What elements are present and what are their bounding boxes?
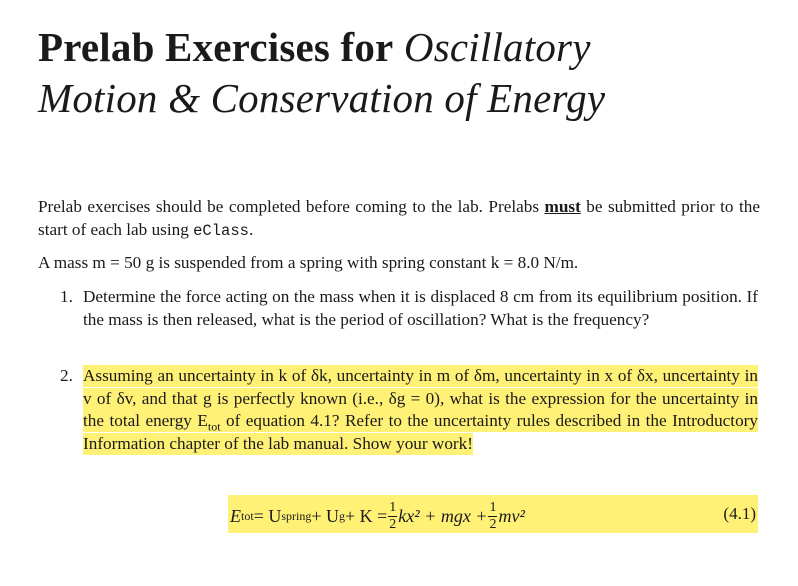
must-emphasis: must [544, 197, 581, 216]
equation-block [228, 491, 758, 541]
item-number: 1. [60, 287, 73, 306]
intro-text-1: Prelab exercises should be completed before coming to the lab. Prelabs [38, 197, 540, 216]
fraction-half: $\frac{1}{2}$ [389, 499, 397, 532]
title-bold: Prelab Exercises for [38, 24, 394, 70]
equation-number: (4.1) [723, 504, 756, 523]
setup-paragraph: A mass m = 50 g is suspended from a spring with spring constant k = 8.0 N/m. [38, 253, 579, 272]
intro-period: . [248, 219, 254, 239]
item-number: 2. [60, 366, 73, 385]
item-text [83, 365, 758, 455]
energy-equation: E tot = U spring + U g + K = $\frac{1}{2}$ kx² + mgx + $\frac{1}{2}$ mv² [230, 499, 525, 532]
title-italic-2: Motion & Conservation of Energy [38, 75, 606, 121]
item-text: Determine the force acting on the mass when it is displaced 8 cm from its equilibrium position. If the mass is then released, what is the period of oscillation? What is the frequency? [83, 287, 758, 329]
fraction-half: $\frac{1}{2}$ [489, 499, 497, 532]
page-title [38, 22, 778, 124]
intro-paragraph [38, 196, 760, 242]
title-italic-1: Oscillatory [403, 24, 591, 70]
intro-text-2: be submitted prior to the start of each lab using [38, 197, 761, 239]
highlighted-text: Assuming an uncertainty in k of δk, uncertainty in m of δm, uncertainty in x of δx, uncertainty in v of δv, and that g is perfectly known (i.e., δg = 0), what is the expression for the uncertainty in the total energy $E_{tot}$ of equation 4.1? Refer to the uncertainty rules described in the Introductory Information chapter of the lab manual. Show your work! [83, 366, 758, 453]
eclass-label: eClass [193, 221, 249, 240]
